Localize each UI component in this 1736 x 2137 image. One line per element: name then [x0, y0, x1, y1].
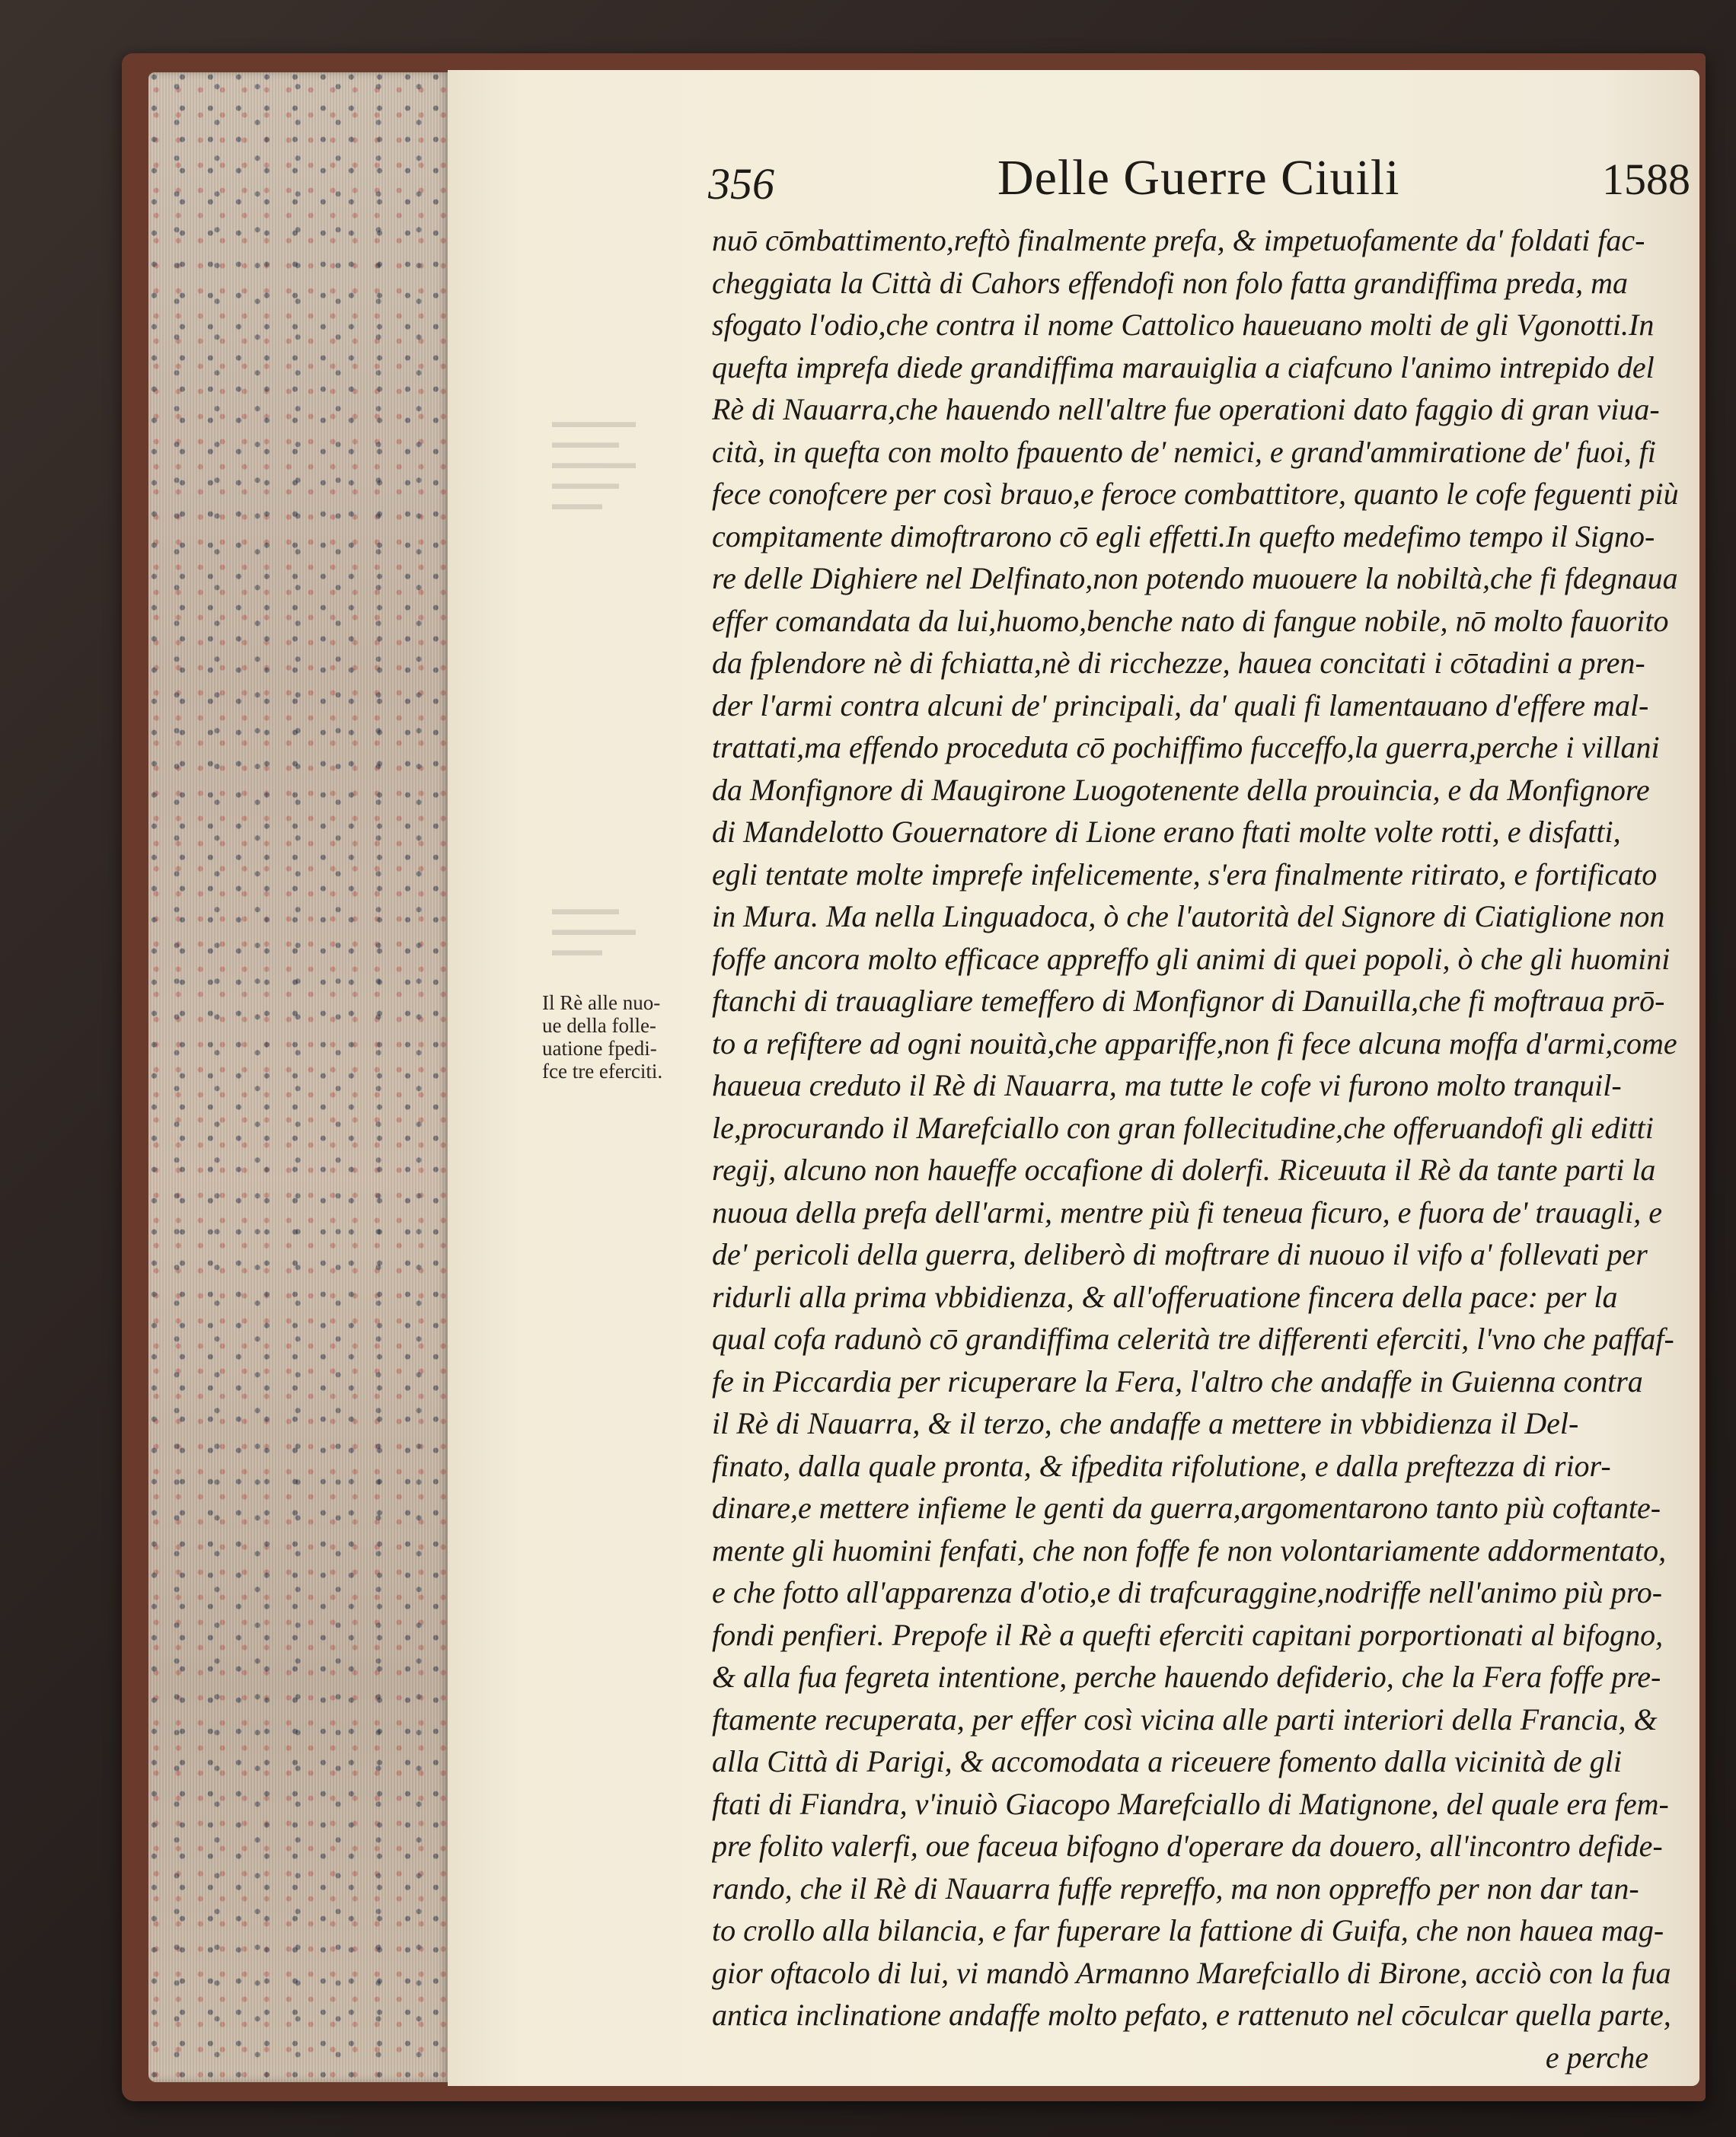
page-edges: [148, 72, 449, 2082]
text-line: Rè di Nauarra,che hauendo nell'altre fue operationi dato faggio di gran viua-: [712, 392, 1660, 426]
text-line: re delle Dighiere nel Delfinato,non potendo muouere la nobiltà,che fi fdegnaua: [712, 561, 1678, 595]
text-line: compitamente dimoftrarono cō egli effetti.In quefto medefimo tempo il Signo-: [712, 518, 1655, 553]
text-line: trattati,ma effendo proceduta cō pochiffimo fucceffo,la guerra,perche i villani: [712, 730, 1660, 764]
text-line: fe in Piccardia per ricuperare la Fera, l'altro che andaffe in Guienna contra: [712, 1364, 1643, 1399]
text-line: ftanchi di trauagliare temeffero di Monfignor di Danuilla,che fi moftraua prō-: [712, 984, 1665, 1018]
text-line: e che fotto all'apparenza d'otio,e di trafcuraggine,nodriffe nell'animo più pro-: [712, 1575, 1663, 1609]
text-line: da Monfignore di Maugirone Luogotenente della prouincia, e da Monfignore: [712, 772, 1650, 807]
text-line: effer comandata da lui,huomo,benche nato di fangue nobile, nō molto fauorito: [712, 603, 1669, 638]
text-line: antica inclinatione andaffe molto pefato, e rattenuto nel cōculcar quella parte,: [712, 1998, 1671, 2032]
text-line: qual cofa radunò cō grandiffima celerità tre differenti eferciti, l'vno che paffaf-: [712, 1322, 1674, 1356]
text-line: in Mura. Ma nella Linguadoca, ò che l'autorità del Signore di Ciatiglione non: [712, 899, 1665, 933]
year-marker: 1588: [1602, 155, 1690, 204]
text-line: egli tentate molte imprefe infelicemente, s'era finalmente ritirato, e fortificato: [712, 856, 1658, 891]
text-line: finato, dalla quale pronta, & ifpedita rifolutione, e dalla preftezza di rior-: [712, 1448, 1611, 1483]
text-line: sfogato l'odio,che contra il nome Cattolico haueuano molti de gli Vgonotti.In: [712, 308, 1655, 342]
marginal-note-line: Il Rè alle nuo-: [542, 991, 661, 1014]
text-line: il Rè di Nauarra, & il terzo, che andaffe a mettere in vbbidienza il Del-: [712, 1406, 1579, 1440]
running-title: Delle Guerre Ciuili: [997, 150, 1400, 206]
text-line: dinare,e mettere infieme le genti da guerra,argomentarono tanto più coftante-: [712, 1491, 1661, 1525]
text-line: pre folito valerfi, oue faceua bifogno d'operare da douero, all'incontro defide-: [712, 1829, 1663, 1863]
text-line: haueua creduto il Rè di Nauarra, ma tutte le cofe vi furono molto tranquil-: [712, 1068, 1622, 1102]
bleed-through-marks: ▬▬▬▬▬ ▬▬▬▬ ▬▬▬▬▬ ▬▬▬▬ ▬▬▬: [552, 412, 636, 513]
text-line: to a refiftere ad ogni nouità,che appariffe,non fi fece alcuna moffa d'armi,come: [712, 1025, 1677, 1061]
text-line: gior oftacolo di lui, vi mandò Armanno Marefciallo di Birone, acciò con la fua: [712, 1955, 1671, 1990]
text-line: da fplendore nè di fchiatta,nè di ricchezze, hauea concitati i cōtadini a pren-: [712, 646, 1645, 680]
page-number: 356: [708, 159, 774, 209]
bleed-through-marks-lower: ▬▬▬▬ ▬▬▬▬▬ ▬▬▬: [552, 899, 636, 959]
text-line: ftamente recuperata, per effer così vicina alle parti interiori della Francia, &: [712, 1702, 1658, 1737]
text-line: nuō cōmbattimento,reftò finalmente prefa, & impetuofamente da' foldati fac-: [712, 223, 1645, 257]
text-line: ftati di Fiandra, v'inuiò Giacopo Marefciallo di Matignone, del quale era fem-: [712, 1786, 1669, 1821]
body-text: [712, 219, 1694, 2078]
text-line: ridurli alla prima vbbidienza, & all'offeruatione fincera della pace: per la: [712, 1279, 1618, 1314]
text-line: fondi penfieri. Prepofe il Rè a quefti eferciti capitani porportionati al bifogno,: [712, 1617, 1664, 1652]
text-line: fece conofcere per così brauo,e feroce combattitore, quanto le cofe feguenti più: [712, 477, 1679, 511]
marginal-note-line: fce tre eferciti.: [542, 1060, 663, 1083]
text-line: cheggiata la Città di Cahors effendofi non folo fatta grandiffima preda, ma: [712, 265, 1628, 300]
marginal-note-line: ue della folle-: [542, 1014, 656, 1037]
text-line: di Mandelotto Gouernatore di Lione erano ftati molte volte rotti, e disfatti,: [712, 815, 1621, 849]
page-header: [708, 145, 1698, 221]
text-line: nuoua della prefa dell'armi, mentre più fi teneua ficuro, e fuora de' trauagli, e: [712, 1194, 1663, 1230]
text-line: der l'armi contra alcuni de' principali, da' quali fi lamentauano d'effere mal-: [712, 687, 1649, 722]
catchword: e perche: [1545, 2040, 1648, 2075]
text-line: & alla fua fegreta intentione, perche hauendo defiderio, che la Fera foffe pre-: [712, 1660, 1661, 1694]
text-line: regij, alcuno non haueffe occafione di dolerfi. Riceuuta il Rè da tante parti la: [712, 1153, 1656, 1187]
text-line: foffe ancora molto efficace appreffo gli animi di quei popoli, ò che gli huomini: [712, 941, 1671, 976]
text-line: to crollo alla bilancia, e far fuperare la fattione di Guifa, che non hauea mag-: [712, 1913, 1664, 1947]
text-line: le,procurando il Marefciallo con gran follecitudine,che offeruandofi gli editti: [712, 1110, 1654, 1145]
text-line: mente gli huomini fenfati, che non foffe fe non volontariamente addormentato,: [712, 1533, 1667, 1568]
text-line: rando, che il Rè di Nauarra fuffe repreffo, ma non oppreffo per non dar tan-: [712, 1871, 1639, 1906]
marginal-note-line: uatione fpedi-: [542, 1037, 657, 1060]
text-line: alla Città di Parigi, & accomodata a riceuere fomento dalla vicinità de gli: [712, 1744, 1623, 1778]
text-line: cità, in quefta con molto fpauento de' nemici, e grand'ammiratione de' fuoi, fi: [712, 434, 1656, 469]
text-line: quefta imprefa diede grandiffima marauiglia a ciafcuno l'animo intrepido del: [712, 349, 1655, 384]
text-line: de' pericoli della guerra, deliberò di moftrare di nuouo il vifo a' follevati per: [712, 1237, 1648, 1271]
marginal-note: [542, 991, 706, 1083]
